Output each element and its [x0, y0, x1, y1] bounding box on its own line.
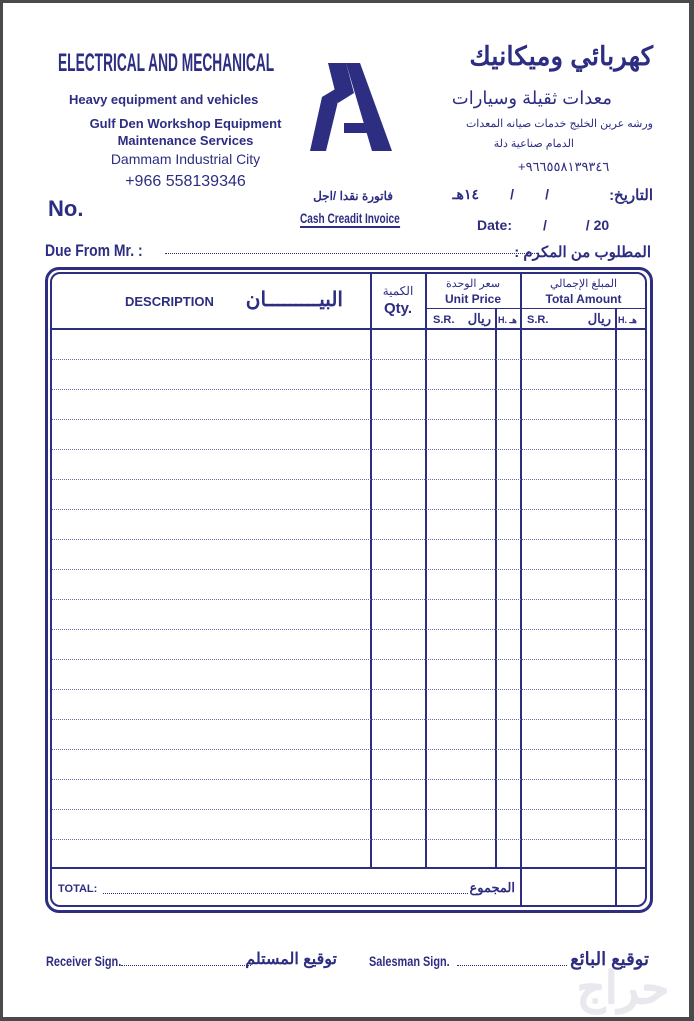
total-label-ar: المجموع [469, 880, 515, 895]
invoice-type-en: Cash Creadit Invoice [300, 210, 400, 226]
date-ar-label: التاريخ: [609, 187, 653, 204]
total-label-en: TOTAL: [58, 883, 98, 895]
date-ar-value[interactable]: / / ١٤هـ [452, 186, 549, 202]
col-qty-ar: الكمية [382, 284, 414, 298]
company-en-1: Gulf Den Workshop Equipment [89, 116, 282, 131]
receiver-sign-label-en: Receiver Sign. [46, 953, 122, 969]
column-divider [495, 308, 497, 869]
total-sr-en: S.R. [527, 314, 549, 326]
table-row-line [52, 809, 645, 810]
col-description-ar: البيـــــــــان [245, 289, 343, 311]
unit-sr-ar: ريال [467, 311, 491, 326]
total-divider [51, 867, 646, 869]
receiver-sign-field[interactable] [121, 965, 251, 966]
table-row-line [52, 599, 645, 600]
unit-h: H. هـ [498, 315, 517, 325]
col-total-en: Total Amount [545, 292, 622, 306]
table-row-line [52, 719, 645, 720]
table-row-line [52, 509, 645, 510]
subtitle-en: Heavy equipment and vehicles [69, 92, 259, 107]
table-row-line [52, 689, 645, 690]
table-row-line [52, 479, 645, 480]
receiver-sign-label-ar: توقيع المستلم [245, 951, 337, 968]
salesman-sign-field[interactable] [457, 965, 567, 966]
table-row-line [52, 419, 645, 420]
col-qty-en: Qty. [383, 300, 413, 317]
date-en-label: Date: [477, 217, 513, 233]
unit-sr-en: S.R. [433, 314, 455, 326]
company-logo-icon [308, 63, 398, 153]
header-divider [425, 308, 646, 309]
phone-en: +966 558139346 [125, 173, 246, 190]
total-h: H. هـ [618, 315, 637, 325]
items-table [50, 272, 647, 907]
subtitle-ar: معدات ثقيلة وسيارات [451, 88, 612, 108]
total-sr-ar: ريال [587, 311, 611, 326]
company-ar: ورشه عرين الخليج خدمات صيانه المعدات [465, 118, 653, 130]
city-ar: الدمام صناعية دلة [493, 138, 574, 150]
col-unit-price-ar: سعر الوحدة [445, 278, 501, 290]
salesman-sign-label-ar: توقيع البائع [570, 949, 649, 969]
column-divider [615, 308, 617, 906]
column-divider [520, 273, 522, 906]
due-from-field[interactable] [165, 253, 537, 254]
watermark-logo: حراج [576, 964, 669, 1013]
table-row-line [52, 749, 645, 750]
due-from-label-en: Due From Mr. : [45, 241, 143, 260]
table-row-line [52, 779, 645, 780]
date-en-value[interactable]: / / 20 [543, 217, 610, 233]
table-row-line [52, 659, 645, 660]
total-field[interactable] [103, 893, 468, 894]
table-row-line [52, 389, 645, 390]
table-row-line [52, 569, 645, 570]
title-ar: كهربائي وميكانيك [469, 41, 653, 71]
salesman-sign-label-en: Salesman Sign. [369, 953, 450, 969]
invoice-page [3, 3, 689, 1017]
title-en: ELECTRICAL AND MECHANICAL [58, 49, 275, 77]
header-divider [51, 328, 646, 330]
table-row-line [52, 839, 645, 840]
due-from-label-ar: المطلوب من المكرم : [514, 244, 651, 261]
phone-ar: +٩٦٦٥٥٨١٣٩٣٤٦ [518, 159, 610, 174]
col-unit-price-en: Unit Price [444, 292, 501, 306]
invoice-type-ar: فاتورة نقدا /اجل [313, 189, 393, 203]
table-row-line [52, 539, 645, 540]
table-row-line [52, 629, 645, 630]
city-en: Dammam Industrial City [110, 151, 261, 167]
company-en-2: Maintenance Services [117, 133, 254, 148]
col-description-en: DESCRIPTION [125, 294, 214, 309]
col-total-ar: المبلغ الإجمالي [550, 278, 617, 290]
table-row-line [52, 359, 645, 360]
table-row-line [52, 449, 645, 450]
invoice-no-label: No. [48, 196, 84, 221]
